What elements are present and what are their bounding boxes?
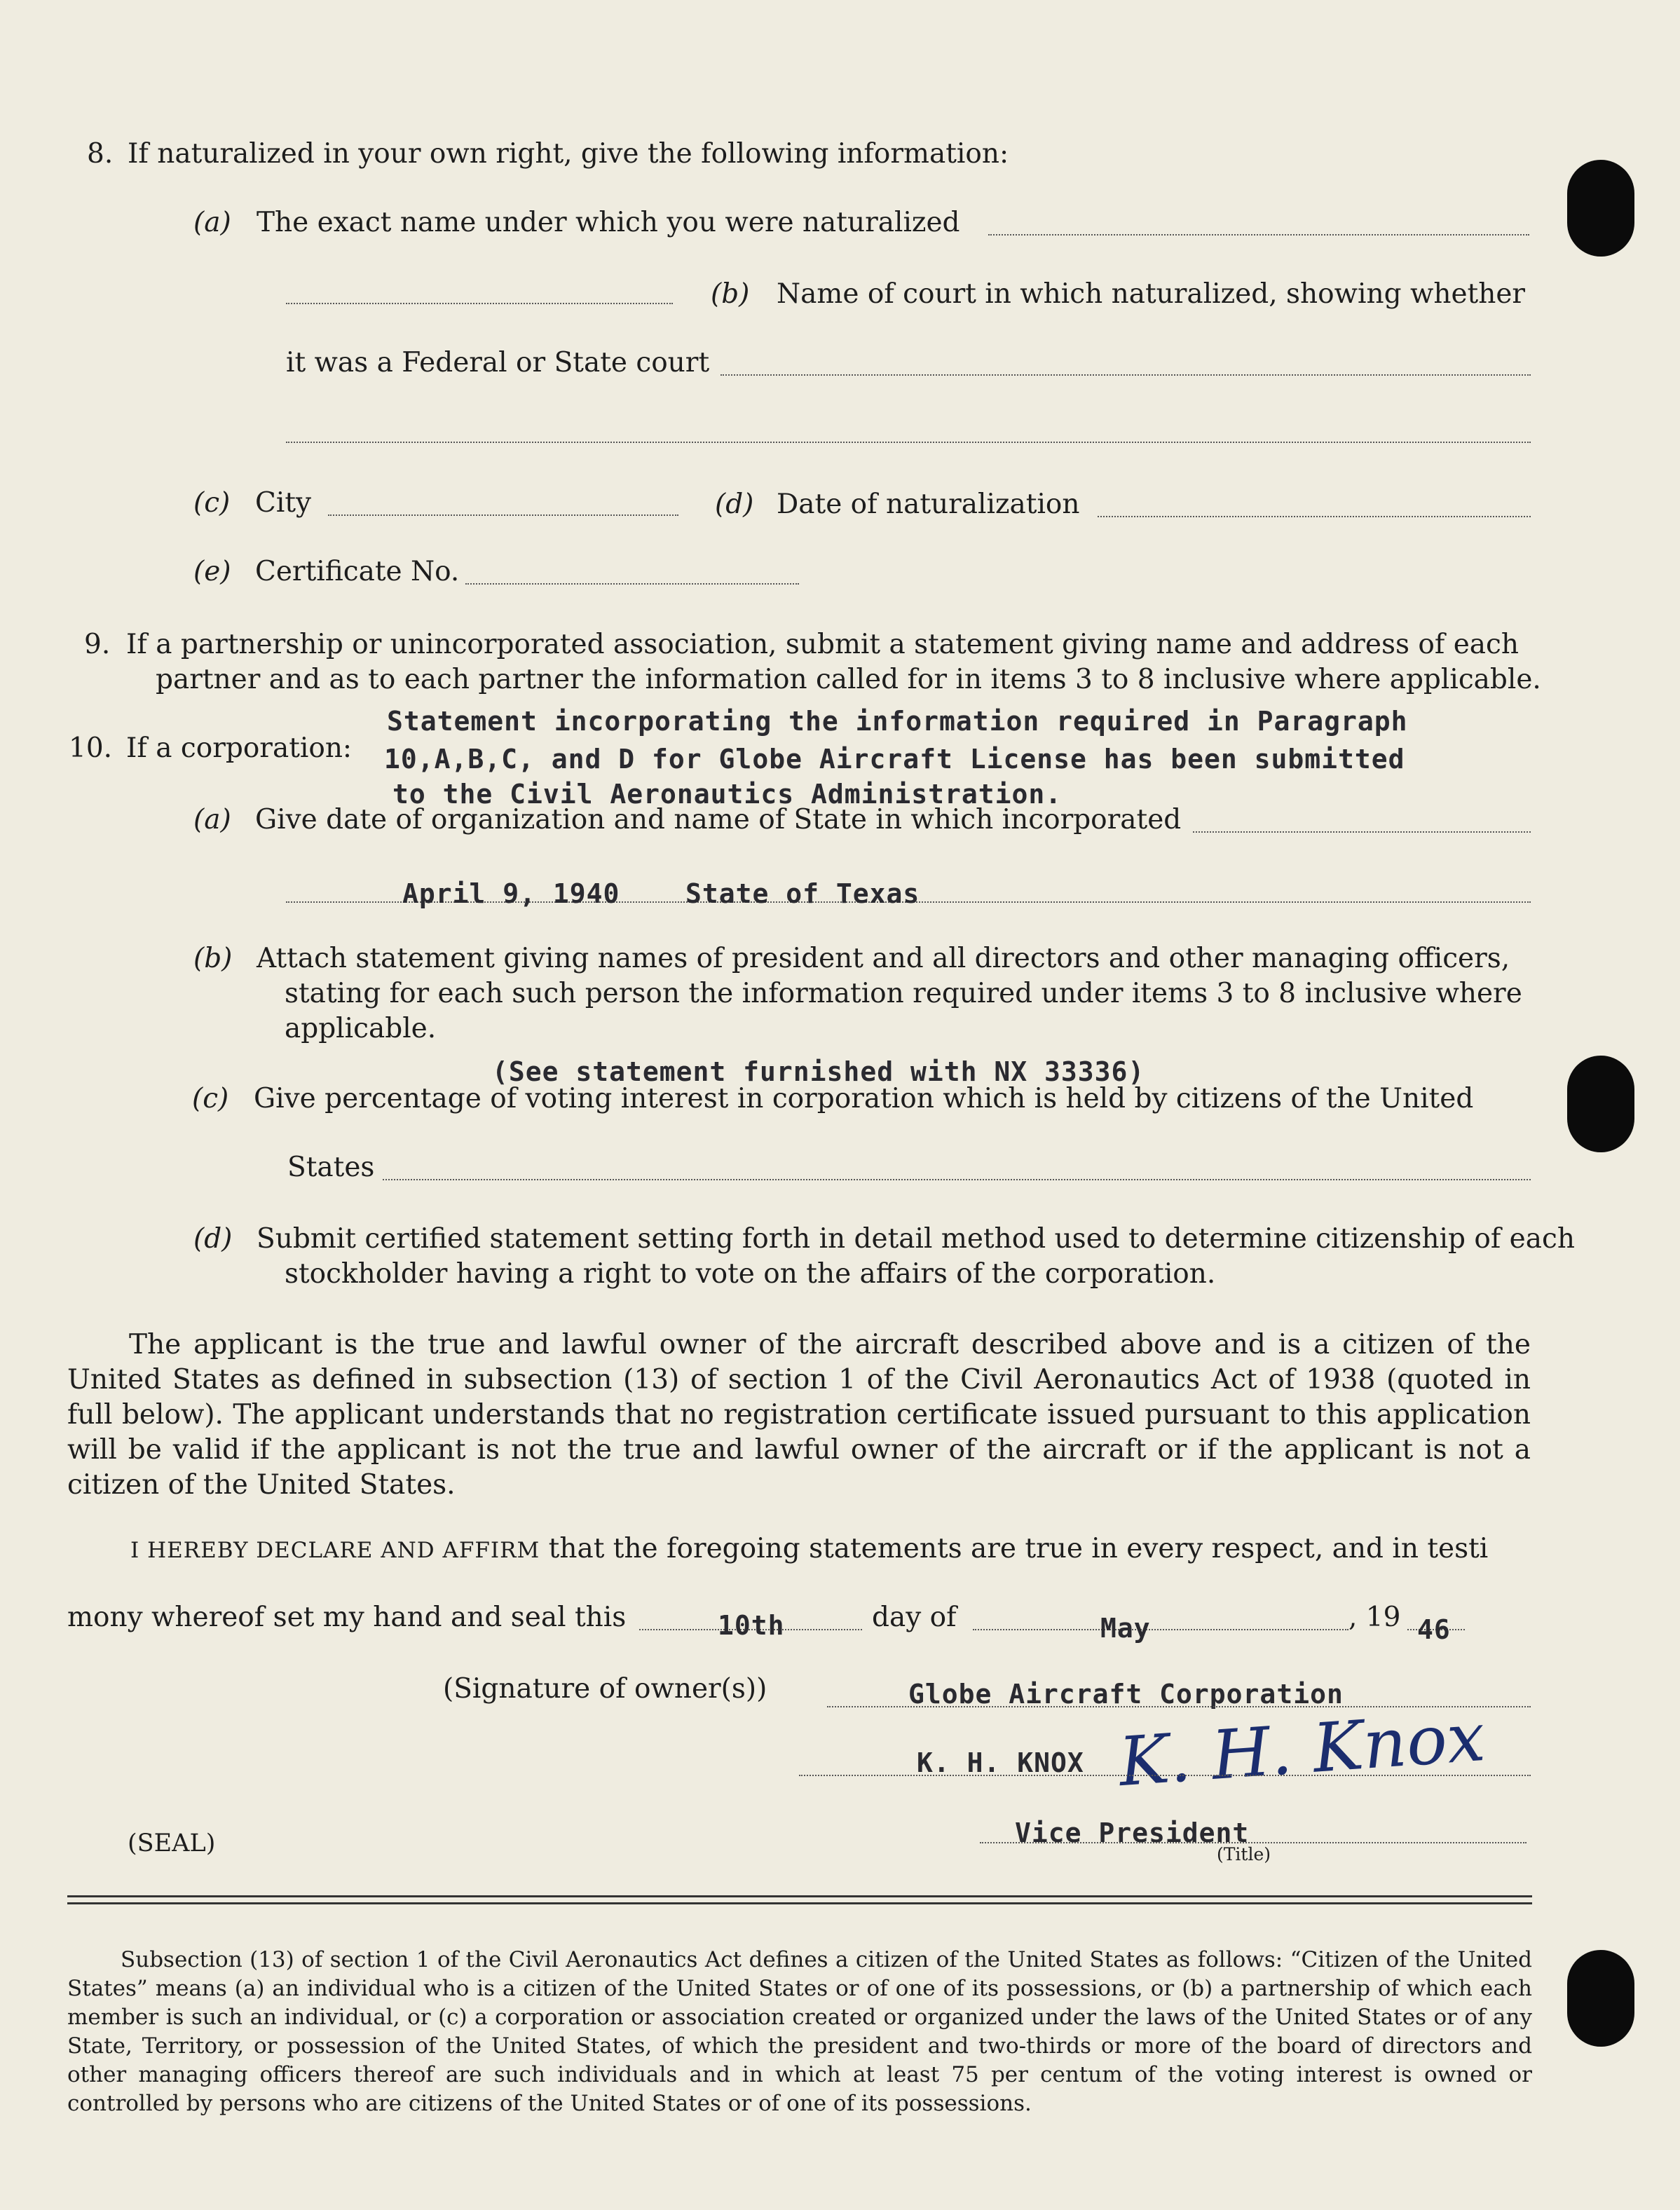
q8-e-text: Certificate No.	[255, 556, 460, 587]
q10-b-line-1: Attach statement giving names of president and all directors and other managing officers,	[257, 943, 1510, 974]
q10-a-typed-date: April 9, 1940	[402, 878, 620, 909]
q8-d-label: (d)	[715, 489, 754, 520]
punch-hole-top	[1567, 160, 1634, 257]
q8-c-field[interactable]	[328, 514, 678, 516]
year-prefix: , 19	[1348, 1602, 1401, 1633]
q10-c-line-2: States	[287, 1152, 375, 1183]
year-value: 46	[1417, 1614, 1451, 1645]
q8-b-text: Name of court in which naturalized, showing whether	[777, 278, 1526, 310]
signer-typed-name: K. H. KNOX	[917, 1747, 1084, 1778]
q10-a-text: Give date of organization and name of State in which incorporated	[255, 804, 1182, 835]
q10-heading: If a corporation:	[126, 732, 353, 764]
q10-d-label: (d)	[193, 1223, 233, 1255]
q8-b-label: (b)	[711, 278, 750, 310]
q8-number: 8.	[87, 138, 114, 170]
q8-a-field[interactable]	[988, 234, 1529, 236]
q8-b-field-cont[interactable]	[286, 442, 1531, 443]
title-typed: Vice President	[1015, 1817, 1250, 1848]
q8-d-text: Date of naturalization	[777, 489, 1080, 520]
q10-c-field[interactable]	[383, 1179, 1531, 1180]
owner-typed-name: Globe Aircraft Corporation	[908, 1679, 1344, 1710]
q10-c-line-1: Give percentage of voting interest in corporation which is held by citizens of the United	[254, 1083, 1474, 1114]
q10-a-typed-state: State of Texas	[685, 878, 920, 909]
q10-b-label: (b)	[193, 943, 233, 974]
q8-d-field[interactable]	[1098, 516, 1531, 517]
month-field[interactable]	[973, 1629, 1348, 1630]
q8-a-text: The exact name under which you were naturalized	[257, 207, 960, 238]
q8-e-label: (e)	[193, 556, 231, 587]
q10-c-label: (c)	[192, 1083, 229, 1114]
q10-typed-see-statement: (See statement furnished with NX 33336)	[492, 1056, 1145, 1087]
q8-b-field[interactable]	[721, 374, 1531, 376]
q10-d-line-1: Submit certified statement setting forth in detail method used to determine citizenship of each	[257, 1223, 1575, 1255]
q10-b-line-3: applicable.	[285, 1013, 437, 1044]
day-value: 10th	[718, 1610, 785, 1641]
divider-rule-bottom	[67, 1902, 1532, 1904]
q9-line-1: If a partnership or unincorporated association, submit a statement giving name and address of each	[126, 629, 1519, 660]
q8-c-text: City	[255, 487, 312, 519]
q10-a-label: (a)	[193, 804, 231, 835]
divider-rule-top	[67, 1895, 1532, 1897]
seal-label: (SEAL)	[128, 1829, 216, 1857]
q10-b-line-2: stating for each such person the information required under items 3 to 8 inclusive where	[285, 978, 1522, 1009]
punch-hole-middle	[1567, 1056, 1634, 1152]
q8-e-field[interactable]	[465, 583, 799, 585]
q9-number: 9.	[84, 629, 111, 660]
title-label: (Title)	[1217, 1844, 1271, 1864]
mony-text: mony whereof set my hand and seal this	[67, 1602, 627, 1633]
month-value: May	[1100, 1613, 1151, 1644]
handwritten-signature: K. H. Knox	[1116, 1697, 1488, 1802]
affirm-caps: I HEREBY DECLARE AND AFFIRM	[130, 1538, 540, 1563]
q9-line-2: partner and as to each partner the information called for in items 3 to 8 inclusive where applicable.	[156, 664, 1541, 695]
q10-typed-note-1: Statement incorporating the information required in Paragraph	[387, 706, 1408, 737]
footnote-citizen-definition: Subsection (13) of section 1 of the Civil Aeronautics Act defines a citizen of the United States as follows: “Citizen of the United States” means (a) an individual who is a citizen of the United States or of one of its possessions, or (b) a partnership of which each member is such an individual, or (c) a corporation or association created or organized under the laws of the United States or of any State, Territory, or possession of the United States, of which the president and two-thirds or more of the board of directors and other managing officers thereof are such individuals and in which at least 75 per centum of the voting interest is owned or controlled by persons who are citizens of the United States or of one of its possessions.	[67, 1947, 1532, 2116]
declaration-paragraph: The applicant is the true and lawful owner of the aircraft described above and is a citizen of the United States as defined in subsection (13) of section 1 of the Civil Aeronautics Act of 1938 (quoted in full below). The applicant understands that no registration certificate issued pursuant to this application will be valid if the applicant is not the true and lawful owner of the aircraft or if the applicant is not a citizen of the United States.	[67, 1329, 1531, 1501]
affirm-rest: that the foregoing statements are true in every respect, and in testi	[548, 1533, 1489, 1564]
q8-a-label: (a)	[193, 207, 231, 238]
q10-typed-note-2: 10,A,B,C, and D for Globe Aircraft License has been submitted	[384, 744, 1405, 775]
day-of-text: day of	[872, 1602, 957, 1633]
q8-b-text-2: it was a Federal or State court	[286, 347, 710, 378]
q8-a-field-cont[interactable]	[286, 303, 673, 304]
q10-a-field[interactable]	[1193, 831, 1531, 833]
punch-hole-bottom	[1567, 1950, 1634, 2047]
signature-label: (Signature of owner(s))	[443, 1673, 767, 1705]
q10-d-line-2: stockholder having a right to vote on the affairs of the corporation.	[285, 1258, 1216, 1290]
q10-typed-note-3: to the Civil Aeronautics Administration.	[392, 779, 1063, 810]
q10-number: 10.	[69, 732, 113, 764]
q8-c-label: (c)	[193, 487, 231, 519]
q8-heading: If naturalized in your own right, give the following information:	[128, 138, 1009, 170]
affirm-line	[130, 1532, 1488, 1567]
signer-signature-field[interactable]	[799, 1775, 1531, 1776]
